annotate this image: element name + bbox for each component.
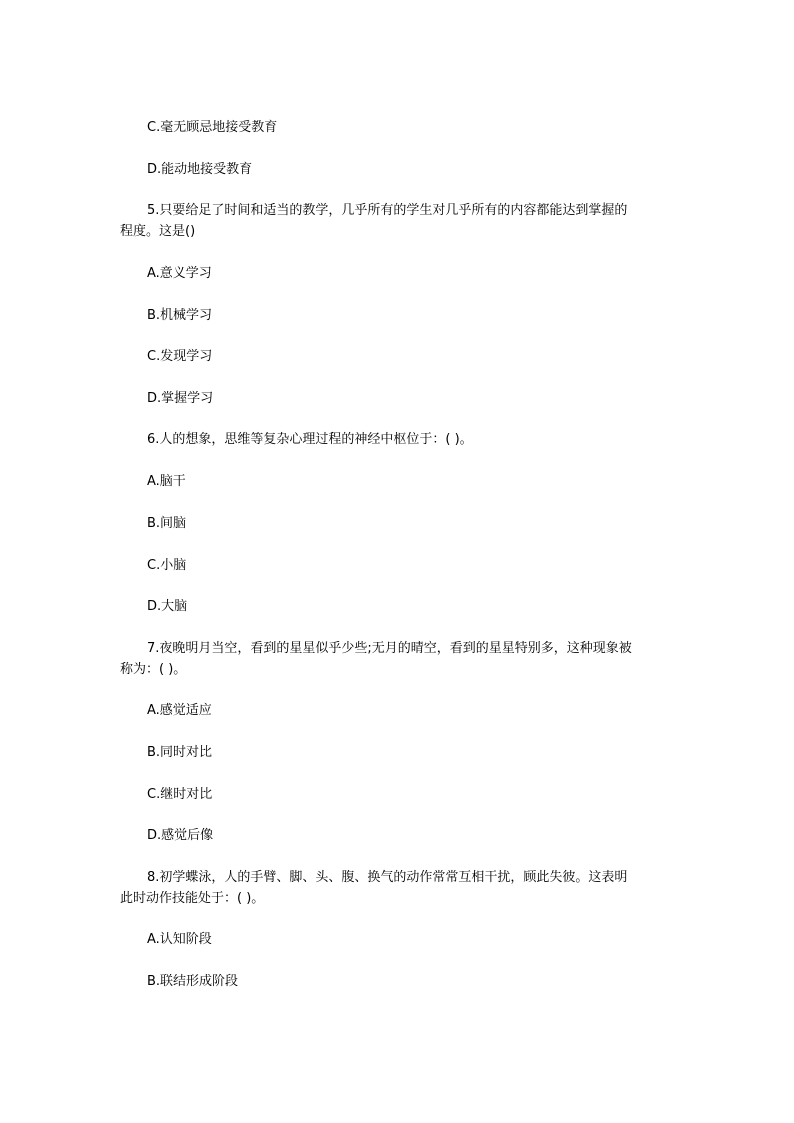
question-7-option-c: C.继时对比: [147, 787, 213, 802]
question-8-option-a: A.认知阶段: [147, 932, 212, 947]
question-5-line-2: 程度。这是(): [120, 224, 196, 239]
question-5-line-1: 5.只要给足了时间和适当的教学，几乎所有的学生对几乎所有的内容都能达到掌握的: [147, 203, 628, 218]
question-8-option-b: B.联结形成阶段: [147, 974, 239, 989]
question-6-option-c: C.小脑: [147, 558, 187, 573]
option-d-previous: D.能动地接受教育: [147, 162, 253, 177]
question-7-line-2: 称为：( )。: [120, 662, 187, 677]
question-8-line-2: 此时动作技能处于：( )。: [120, 891, 265, 906]
question-7-option-a: A.感觉适应: [147, 703, 212, 718]
question-7-line-1: 7.夜晚明月当空，看到的星星似乎少些;无月的晴空，看到的星星特别多，这种现象被: [147, 641, 632, 656]
option-c-previous: C.毫无顾忌地接受教育: [147, 120, 278, 135]
question-6-option-a: A.脑干: [147, 474, 186, 489]
question-6-option-d: D.大脑: [147, 599, 188, 614]
question-7-option-d: D.感觉后像: [147, 828, 214, 843]
question-8-line-1: 8.初学蝶泳，人的手臂、脚、头、腹、换气的动作常常互相干扰，顾此失彼。这表明: [147, 870, 628, 885]
question-6-option-b: B.间脑: [147, 516, 187, 531]
question-5-option-b: B.机械学习: [147, 308, 213, 323]
question-5-option-d: D.掌握学习: [147, 391, 214, 406]
question-7-option-b: B.同时对比: [147, 745, 213, 760]
question-5-option-a: A.意义学习: [147, 266, 212, 281]
question-5-option-c: C.发现学习: [147, 349, 213, 364]
question-6-line-1: 6.人的想象，思维等复杂心理过程的神经中枢位于：( )。: [147, 432, 473, 447]
